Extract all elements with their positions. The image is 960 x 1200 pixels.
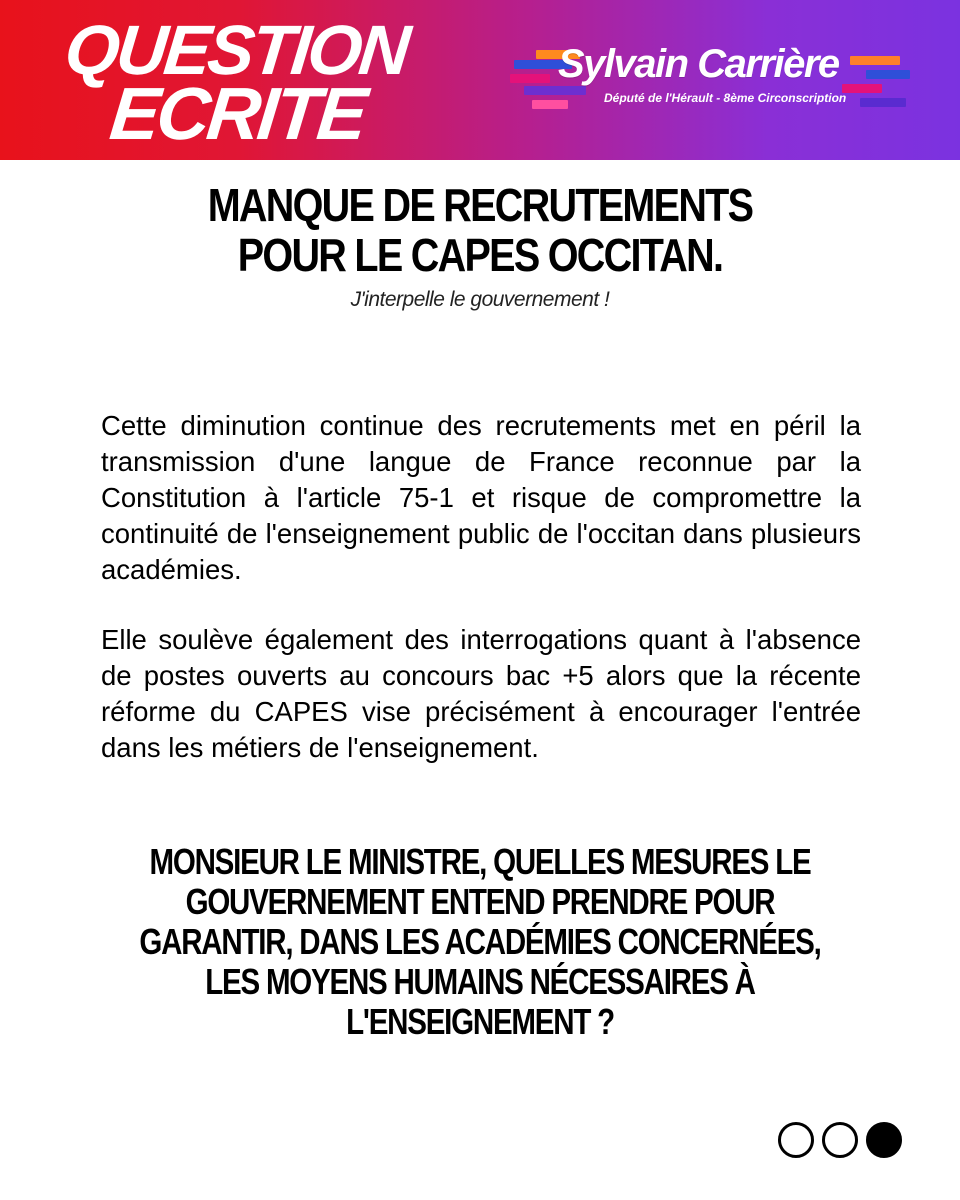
logo-bar: [510, 74, 550, 83]
pager-dot-2[interactable]: [822, 1122, 858, 1158]
logo-bar: [866, 70, 910, 79]
page-title-line2: POUR LE CAPES OCCITAN.: [237, 229, 723, 281]
body-paragraph-2: Elle soulève également des interrogations quant à l'absence de postes ouverts au concours bac +5 alors que la récente réforme du CAPES vise précisément à encourager l'entrée dans les métiers de l'enseignement.: [101, 624, 861, 763]
header-banner: [0, 0, 960, 160]
pager-dot-3-active[interactable]: [866, 1122, 902, 1158]
deputy-subtitle: Député de l'Hérault - 8ème Circonscription: [604, 91, 847, 105]
question-line: MONSIEUR LE MINISTRE, QUELLES MESURES LE: [149, 841, 811, 882]
page-subtitle: J'interpelle le gouvernement !: [350, 288, 610, 311]
question-line: GOUVERNEMENT ENTEND PRENDRE POUR: [185, 881, 775, 922]
question-line: GARANTIR, DANS LES ACADÉMIES CONCERNÉES,: [139, 921, 821, 962]
banner-title-line1: QUESTION: [61, 11, 412, 89]
page-title: [67, 180, 893, 280]
banner-title: [55, 11, 412, 155]
logo-bar: [850, 56, 900, 65]
carousel-pager: [778, 1122, 902, 1160]
body-paragraph-1: Cette diminution continue des recrutements met en péril la transmission d'une langue de France reconnue par la Constitution à l'article 75-1 et risque de compromettre la continuité de l'enseignement public de l'occitan dans plusieurs académies.: [101, 410, 861, 585]
question-line: LES MOYENS HUMAINS NÉCESSAIRES À: [205, 961, 755, 1002]
pager-dot-1[interactable]: [778, 1122, 814, 1158]
logo-bar: [860, 98, 906, 107]
logo-bar: [842, 84, 882, 93]
page-title-line1: MANQUE DE RECRUTEMENTS: [207, 179, 753, 231]
question-line: L'ENSEIGNEMENT ?: [346, 1001, 614, 1042]
deputy-logo: [510, 38, 920, 118]
logo-bar: [524, 86, 586, 95]
deputy-name: Sylvain Carrière: [558, 42, 839, 86]
banner-title-line2: ECRITE: [106, 72, 369, 155]
logo-bar: [532, 100, 568, 109]
minister-question: [86, 842, 873, 1042]
